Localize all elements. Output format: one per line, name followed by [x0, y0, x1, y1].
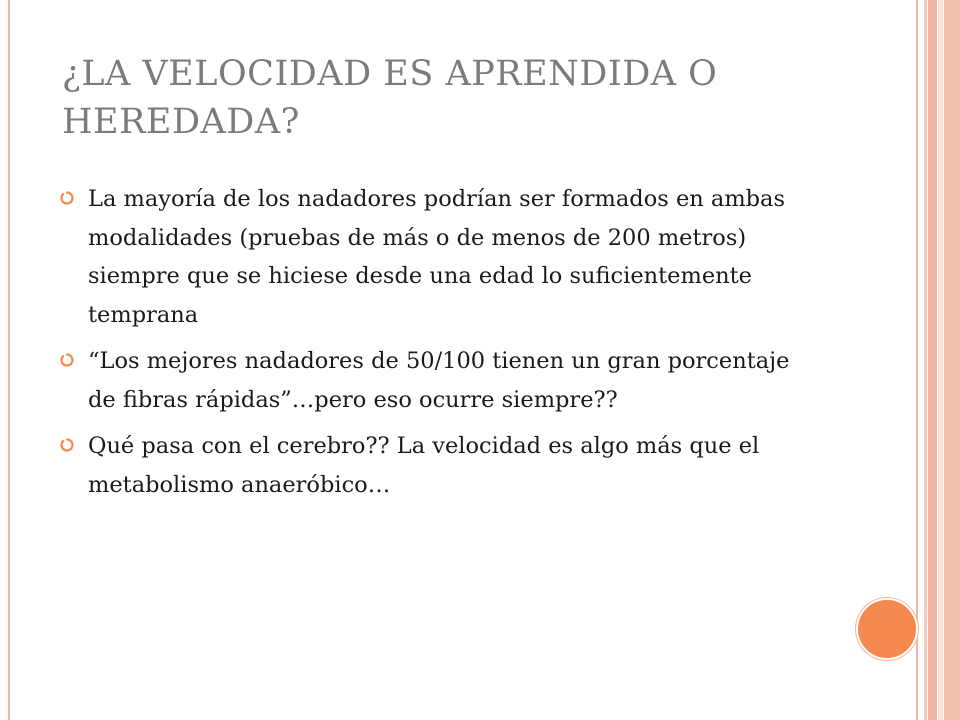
bullet-text: Qué pasa con el cerebro?? La velocidad es algo más que el metabolismo anaeróbico… — [88, 433, 760, 498]
bullet-text: “Los mejores nadadores de 50/100 tienen un gran porcentaje de fibras rápidas”…pero eso ocurre siempre?? — [88, 348, 790, 413]
slide-title: ¿LA VELOCIDAD ES APRENDIDA O HEREDADA? — [62, 54, 718, 142]
orange-circle-decoration — [856, 598, 918, 660]
bullet-item — [60, 180, 820, 334]
decorative-stripe — [938, 0, 943, 720]
bullet-item — [60, 427, 820, 504]
ring-bullet-icon — [60, 438, 74, 452]
bullet-list — [60, 180, 820, 512]
ring-bullet-icon — [60, 353, 74, 367]
decorative-stripe — [944, 0, 960, 720]
bullet-text: La mayoría de los nadadores podrían ser formados en ambas modalidades (pruebas de más o de menos de 200 metros) siempre que se hiciese desde una edad lo suficientemente temprana — [88, 186, 786, 328]
ring-bullet-icon — [60, 191, 74, 205]
decorative-stripe — [928, 0, 937, 720]
decorative-stripe — [924, 0, 927, 720]
bullet-item — [60, 342, 820, 419]
